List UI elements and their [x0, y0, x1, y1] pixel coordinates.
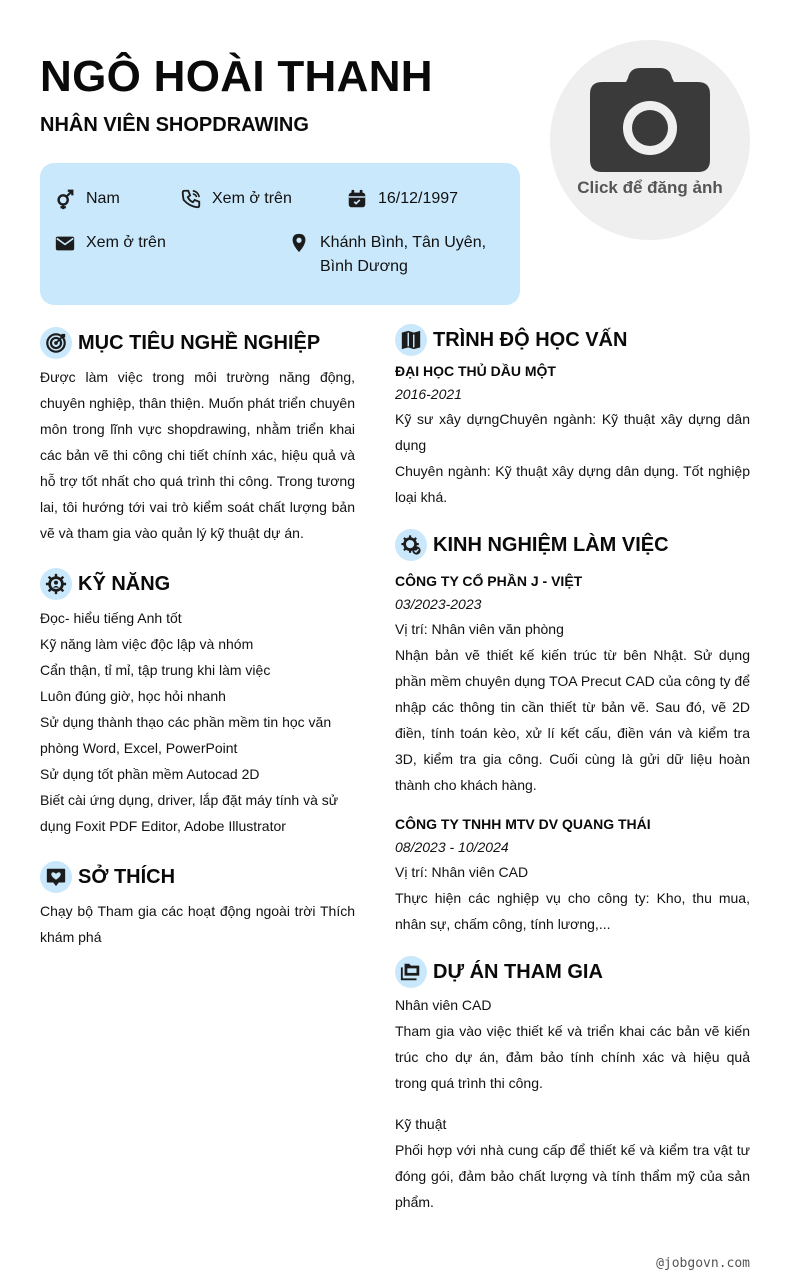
objective-heading — [40, 327, 320, 359]
job-2-description: Thực hiện các nghiệp vụ cho công ty: Kho, thu mua, nhân sự, chấm công, tính lương,... — [395, 890, 750, 932]
project-2-description: Phối hợp với nhà cung cấp để thiết kế và kiểm tra vật tư đóng gói, đảm bảo chất lượng và tính thẩm mỹ của sản phẩm. — [395, 1142, 750, 1210]
camera-icon — [590, 68, 710, 176]
skill-item: phòng Word, Excel, PowerPoint — [40, 740, 238, 756]
address-line-2: Bình Dương — [320, 258, 408, 275]
education-desc-2: Chuyên ngành: Kỹ thuật xây dựng dân dụng. Tốt nghiệp loại khá. — [395, 463, 750, 505]
job-2-company: CÔNG TY TNHH MTV DV QUANG THÁI — [395, 816, 651, 832]
gear-check-icon — [395, 529, 427, 561]
project-2-name: Kỹ thuật — [395, 1116, 447, 1132]
phone-icon — [180, 188, 202, 210]
job-title: NHÂN VIÊN SHOPDRAWING — [40, 114, 309, 136]
skill-item: Cẩn thận, tỉ mỉ, tập trung khi làm việc — [40, 662, 271, 678]
email-value: Xem ở trên — [86, 234, 166, 251]
info-gender — [54, 187, 120, 211]
hobbies-text: Chạy bộ Tham gia các hoạt động ngoài trời Thích khám phá — [40, 903, 355, 945]
hobbies-title: SỞ THÍCH — [78, 865, 176, 888]
book-icon — [395, 324, 427, 356]
skill-item: Biết cài ứng dụng, driver, lắp đặt máy tính và sử — [40, 792, 339, 808]
education-title: TRÌNH ĐỘ HỌC VẤN — [433, 328, 628, 351]
info-birthday — [346, 187, 458, 211]
skills-title: KỸ NĂNG — [78, 572, 171, 595]
job-1-description: Nhận bản vẽ thiết kế kiến trúc từ bên Nhật. Sử dụng phần mềm chuyên dụng TOA Precut CAD của công ty để nhập các thông tin cần thiết từ bản vẽ. Sau đó, vẽ 2D điền, tính toán kèo, xử lí kết cấu, điền ván và kiểm tra 3D, kiểm tra gia công. Cuối cùng là gửi dữ liệu hoàn thành cho khách hàng. — [395, 647, 750, 793]
gender-icon — [54, 188, 76, 210]
objective-title: MỤC TIÊU NGHỀ NGHIỆP — [78, 331, 321, 354]
skill-item: Kỹ năng làm việc độc lập và nhóm — [40, 636, 254, 652]
job-1-company: CÔNG TY CỔ PHẦN J - VIỆT — [395, 573, 583, 589]
project-1-description: Tham gia vào việc thiết kế và triển khai các bản vẽ kiến trúc cho dự án, đảm bảo tính chính xác và hiệu quả trong quá trình thi công. — [395, 1023, 750, 1091]
location-icon — [288, 232, 310, 254]
skill-item: Sử dụng tốt phần mềm Autocad 2D — [40, 766, 260, 782]
job-2-period: 08/2023 - 10/2024 — [395, 839, 509, 855]
contact-info-box — [40, 163, 520, 305]
photo-upload-label: Click để đăng ảnh — [577, 178, 723, 197]
school-name: ĐẠI HỌC THỦ DẦU MỘT — [395, 363, 556, 379]
education-heading — [395, 324, 627, 356]
address-line-1: Khánh Bình, Tân Uyên, — [320, 234, 487, 251]
projects-heading — [395, 956, 603, 988]
info-email — [54, 231, 166, 255]
job-1-position: Vị trí: Nhân viên văn phòng — [395, 621, 564, 637]
photo-upload[interactable] — [550, 40, 750, 240]
skills-list — [40, 605, 360, 839]
skill-item: Sử dụng thành thạo các phần mềm tin học văn — [40, 714, 332, 730]
experience-heading — [395, 529, 669, 561]
address-value — [320, 231, 486, 279]
info-address — [288, 231, 486, 279]
birthday-value: 16/12/1997 — [378, 190, 459, 207]
skills-heading — [40, 568, 170, 600]
skill-item: Đọc- hiểu tiếng Anh tốt — [40, 610, 182, 626]
job-1-period: 03/2023-2023 — [395, 596, 482, 612]
project-1-name: Nhân viên CAD — [395, 997, 492, 1013]
education-period: 2016-2021 — [395, 386, 462, 402]
objective-text: Được làm việc trong môi trường năng động, chuyên nghiệp, thân thiện. Muốn phát triển chuyên môn trong lĩnh vực shopdrawing, nhằm triển khai các bản vẽ thi công chi tiết chính xác, hiệu quả và hỗ trợ tốt nhất cho quá trình thi công. Trong tương lai, tôi hướng tới vai trò kiểm soát chất lượng bản vẽ và tham gia vào quản lý kỹ thuật dự án. — [40, 369, 355, 541]
skill-item: dụng Foxit PDF Editor, Adobe Illustrator — [40, 818, 286, 834]
phone-value: Xem ở trên — [212, 190, 292, 207]
skills-gear-icon — [40, 568, 72, 600]
calendar-icon — [346, 188, 368, 210]
watermark: @jobgovn.com — [656, 1256, 750, 1271]
email-icon — [54, 232, 76, 254]
heart-chat-icon — [40, 861, 72, 893]
target-icon — [40, 327, 72, 359]
education-desc-1: Kỹ sư xây dựngChuyên ngành: Kỹ thuật xây dựng dân dụng — [395, 411, 750, 453]
folders-icon — [395, 956, 427, 988]
experience-title: KINH NGHIỆM LÀM VIỆC — [433, 533, 669, 556]
info-phone — [180, 187, 292, 211]
gender-value: Nam — [86, 190, 120, 207]
skill-item: Luôn đúng giờ, học hỏi nhanh — [40, 688, 226, 704]
job-2-position: Vị trí: Nhân viên CAD — [395, 864, 529, 880]
candidate-name: NGÔ HOÀI THANH — [40, 52, 433, 101]
hobbies-heading — [40, 861, 175, 893]
projects-title: DỰ ÁN THAM GIA — [433, 960, 603, 983]
